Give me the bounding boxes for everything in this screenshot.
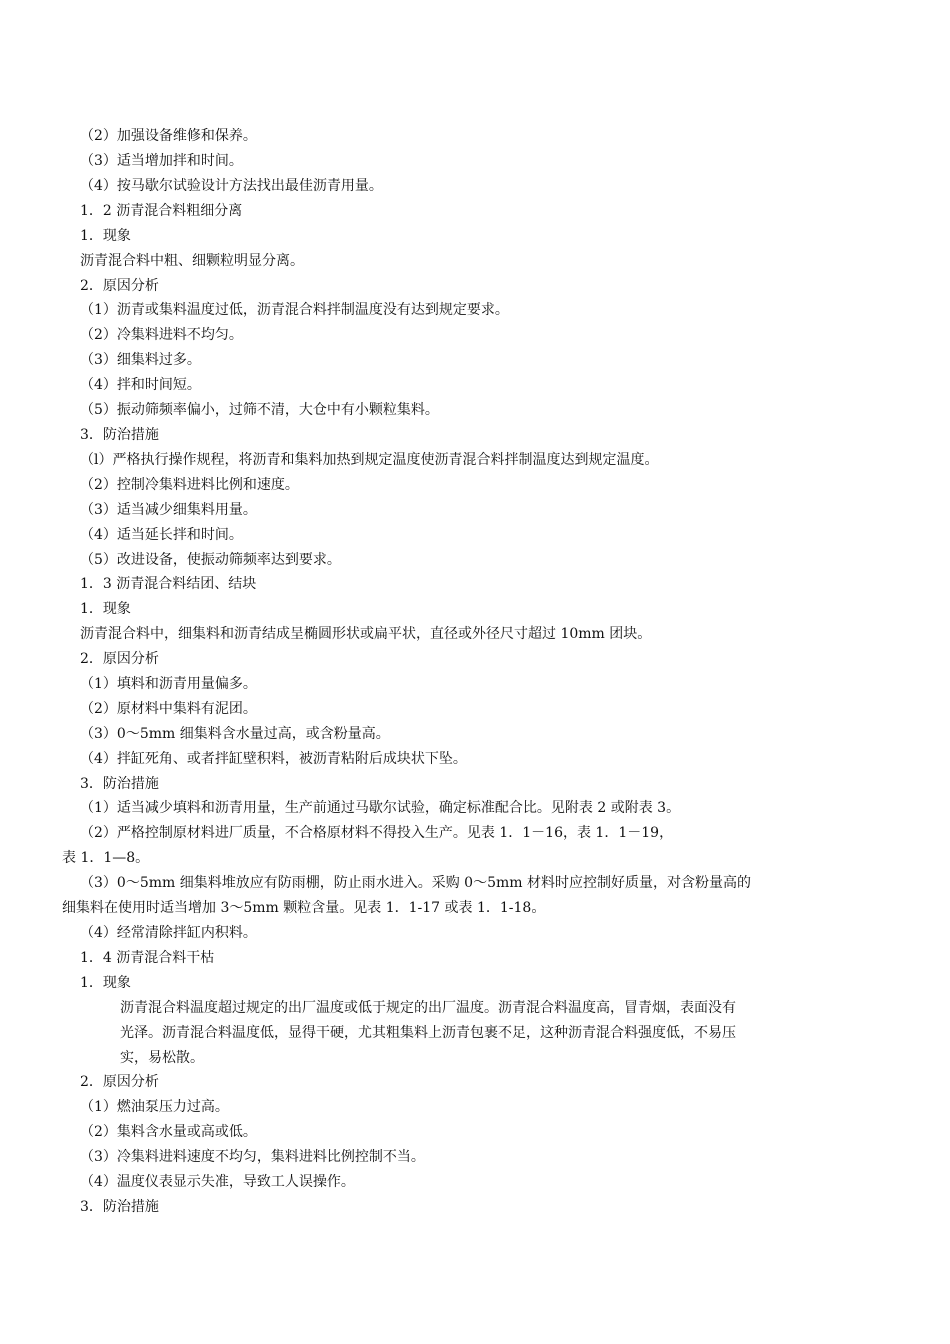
text-line: （3）适当减少细集料用量。 [80, 502, 257, 518]
text-line: 表 1．1—8。 [62, 850, 150, 866]
subsection-heading: 1．现象 [80, 975, 131, 991]
text-line: 沥青混合料中粗、细颗粒明显分离。 [80, 253, 304, 269]
text-line: （5）振动筛频率偏小，过筛不清，大仓中有小颗粒集料。 [80, 402, 439, 418]
text-line: （4）经常清除拌缸内积料。 [80, 925, 257, 941]
text-line: （4）温度仪表显示失准，导致工人误操作。 [80, 1174, 355, 1190]
subsection-heading: 2．原因分析 [80, 1074, 159, 1090]
text-line: （2）集料含水量或高或低。 [80, 1124, 257, 1140]
text-line: （4）拌和时间短。 [80, 377, 201, 393]
text-line: 沥青混合料温度超过规定的出厂温度或低于规定的出厂温度。沥青混合料温度高，冒青烟，表面没有 [120, 1000, 736, 1016]
text-line: （2）加强设备维修和保养。 [80, 128, 257, 144]
text-line: 光泽。沥青混合料温度低，显得干硬，尤其粗集料上沥青包裹不足，这种沥青混合料强度低，不易压 [120, 1025, 736, 1041]
text-line: （2）原材料中集料有泥团。 [80, 701, 257, 717]
text-line: （3）细集料过多。 [80, 352, 201, 368]
section-heading: 1．4 沥青混合料干枯 [80, 950, 215, 966]
text-line: （2）严格控制原材料进厂质量，不合格原材料不得投入生产。见表 1．1－16，表 1．1－19， [80, 825, 674, 841]
text-line: （1）填料和沥青用量偏多。 [80, 676, 257, 692]
subsection-heading: 1．现象 [80, 601, 131, 617]
text-line: （l）严格执行操作规程，将沥青和集料加热到规定温度使沥青混合料拌制温度达到规定温度。 [80, 452, 659, 468]
subsection-heading: 3．防治措施 [80, 427, 159, 443]
text-line: （2）控制冷集料进料比例和速度。 [80, 477, 299, 493]
text-line: （2）冷集料进料不均匀。 [80, 327, 243, 343]
text-line: （5）改进设备，使振动筛频率达到要求。 [80, 552, 341, 568]
text-line: 细集料在使用时适当增加 3～5mm 颗粒含量。见表 1．1-17 或表 1．1-18。 [62, 900, 546, 916]
text-line: （3）0～5mm 细集料含水量过高，或含粉量高。 [80, 726, 390, 742]
text-line: （4）拌缸死角、或者拌缸壁积料，被沥青粘附后成块状下坠。 [80, 751, 467, 767]
text-line: （4）适当延长拌和时间。 [80, 527, 243, 543]
text-line: （4）按马歇尔试验设计方法找出最佳沥青用量。 [80, 178, 383, 194]
subsection-heading: 2．原因分析 [80, 278, 159, 294]
subsection-heading: 2．原因分析 [80, 651, 159, 667]
text-line: （1）沥青或集料温度过低，沥青混合料拌制温度没有达到规定要求。 [80, 302, 509, 318]
subsection-heading: 1．现象 [80, 228, 131, 244]
section-heading: 1．2 沥青混合料粗细分离 [80, 203, 243, 219]
text-line: （1）燃油泵压力过高。 [80, 1099, 229, 1115]
text-line: （3）0～5mm 细集料堆放应有防雨棚，防止雨水进入。采购 0～5mm 材料时应控制好质量，对含粉量高的 [80, 875, 751, 891]
text-line: （1）适当减少填料和沥青用量，生产前通过马歇尔试验，确定标准配合比。见附表 2 或附表 3。 [80, 800, 681, 816]
subsection-heading: 3．防治措施 [80, 776, 159, 792]
text-line: （3）适当增加拌和时间。 [80, 153, 243, 169]
subsection-heading: 3．防治措施 [80, 1199, 159, 1215]
text-line: 沥青混合料中，细集料和沥青结成呈椭圆形状或扁平状，直径或外径尺寸超过 10mm 团块。 [80, 626, 652, 642]
text-line: （3）冷集料进料速度不均匀，集料进料比例控制不当。 [80, 1149, 425, 1165]
section-heading: 1．3 沥青混合料结团、结块 [80, 576, 257, 592]
text-line: 实，易松散。 [120, 1050, 204, 1066]
